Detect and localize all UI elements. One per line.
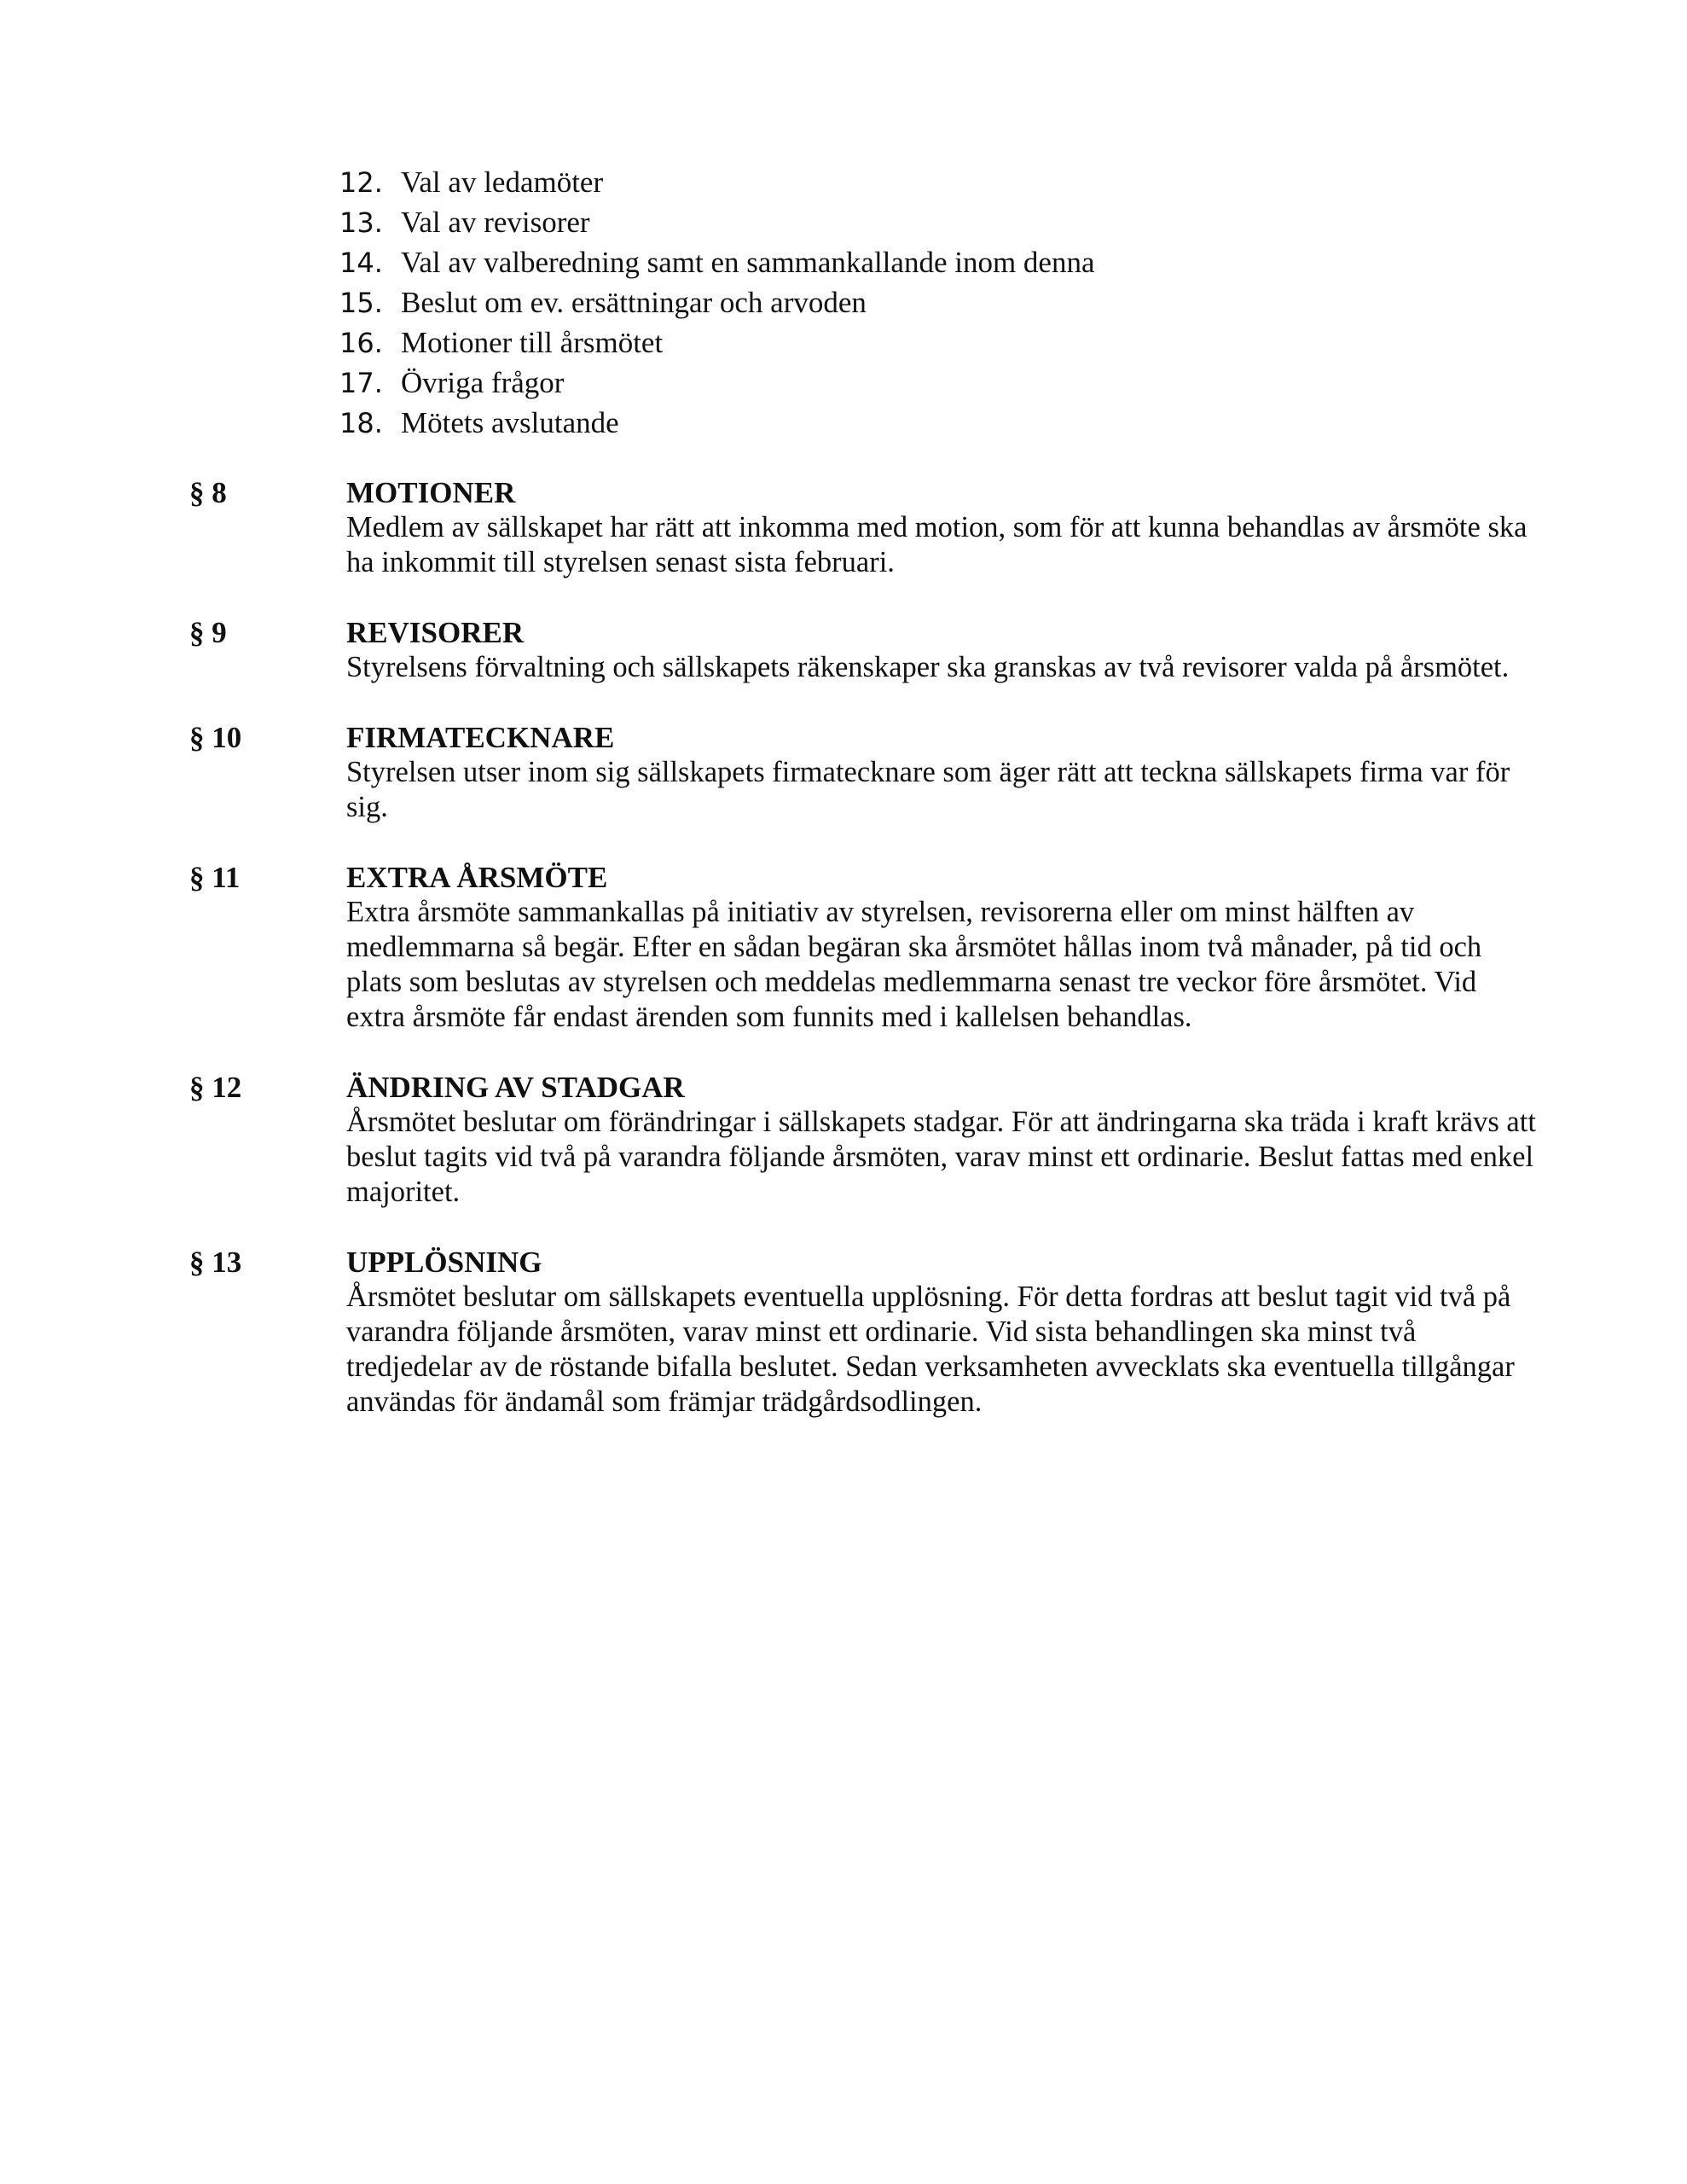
agenda-item-number: 15. xyxy=(339,287,383,319)
section-heading: MOTIONER xyxy=(346,476,516,509)
agenda-item-text: Mötets avslutande xyxy=(401,406,619,439)
section-heading: ÄNDRING AV STADGAR xyxy=(346,1071,685,1104)
agenda-item-number: 16. xyxy=(339,327,383,359)
section-motioner xyxy=(189,475,1537,580)
agenda-item xyxy=(339,242,1533,282)
agenda-item-number: 18. xyxy=(339,407,383,439)
agenda-item-number: 17. xyxy=(339,367,383,399)
section-andring-av-stadgar xyxy=(189,1070,1537,1210)
section-text: Årsmötet beslutar om sällskapets eventuella upplösning. För detta fordras att beslut tagit vid två på varandra följande årsmöten, varav minst ett ordinarie. Vid sista behandlingen ska minst två tredjedelar av de röstande bifalla beslutet. Sedan verksamheten avvecklats ska eventuella tillgångar användas för ändamål som främjar trädgårdsodlingen. xyxy=(346,1281,1515,1418)
section-body xyxy=(346,720,1540,825)
agenda-item-text: Val av revisorer xyxy=(401,206,590,239)
agenda-item xyxy=(339,363,1533,403)
agenda-item-text: Övriga frågor xyxy=(401,366,565,399)
agenda-item-number: 13. xyxy=(339,206,383,239)
section-number: § 9 xyxy=(189,616,227,649)
agenda-item-text: Motioner till årsmötet xyxy=(401,326,664,359)
section-text: Medlem av sällskapet har rätt att inkomma med motion, som för att kunna behandlas av årsmöte ska ha inkommit till styrelsen senast sista februari. xyxy=(346,511,1528,578)
agenda-item xyxy=(339,282,1533,322)
section-number: § 8 xyxy=(189,476,227,509)
agenda-item-number: 14. xyxy=(339,247,383,279)
agenda-item xyxy=(339,162,1533,202)
section-text: Årsmötet beslutar om förändringar i sällskapets stadgar. För att ändringarna ska träda i kraft krävs att beslut tagits vid två på varandra följande årsmöten, varav minst ett ordinarie. Beslut fattas med enkel majoritet. xyxy=(346,1106,1536,1208)
section-body xyxy=(346,475,1540,580)
section-extra-arsmote xyxy=(189,860,1537,1035)
section-number: § 10 xyxy=(189,721,242,754)
section-firmatecknare xyxy=(189,720,1537,825)
section-text: Extra årsmöte sammankallas på initiativ av styrelsen, revisorerna eller om minst hälften av medlemmarna så begär. Efter en sådan begäran ska årsmötet hållas inom två månader, på tid och plats som beslutas av styrelsen och meddelas medlemmarna senast tre veckor före årsmötet. Vid extra årsmöte får endast ärenden som funnits med i kallelsen behandlas. xyxy=(346,896,1482,1033)
section-body xyxy=(346,860,1540,1035)
section-heading: FIRMATECKNARE xyxy=(346,721,615,754)
agenda-item-number: 12. xyxy=(339,166,383,199)
agenda-item xyxy=(339,322,1533,363)
section-text: Styrelsens förvaltning och sällskapets räkenskaper ska granskas av två revisorer valda på årsmötet. xyxy=(346,651,1510,683)
section-heading: UPPLÖSNING xyxy=(346,1246,542,1279)
agenda-item-text: Val av valberedning samt en sammankallande inom denna xyxy=(401,246,1095,279)
agenda-item-text: Beslut om ev. ersättningar och arvoden xyxy=(401,286,867,319)
agenda-item-text: Val av ledamöter xyxy=(401,166,604,199)
section-text: Styrelsen utser inom sig sällskapets firmatecknare som äger rätt att teckna sällskapets firma var för sig. xyxy=(346,756,1510,823)
section-heading: EXTRA ÅRSMÖTE xyxy=(346,861,608,894)
statute-sections xyxy=(189,475,1537,1455)
section-heading: REVISORER xyxy=(346,616,525,649)
agenda-list xyxy=(339,162,1533,443)
section-body xyxy=(346,615,1540,685)
section-body xyxy=(346,1245,1540,1420)
agenda-item xyxy=(339,202,1533,242)
section-revisorer xyxy=(189,615,1537,685)
section-number: § 13 xyxy=(189,1246,242,1279)
section-number: § 12 xyxy=(189,1071,242,1104)
section-body xyxy=(346,1070,1540,1210)
section-upplosning xyxy=(189,1245,1537,1420)
section-number: § 11 xyxy=(189,861,241,894)
agenda-item xyxy=(339,403,1533,443)
